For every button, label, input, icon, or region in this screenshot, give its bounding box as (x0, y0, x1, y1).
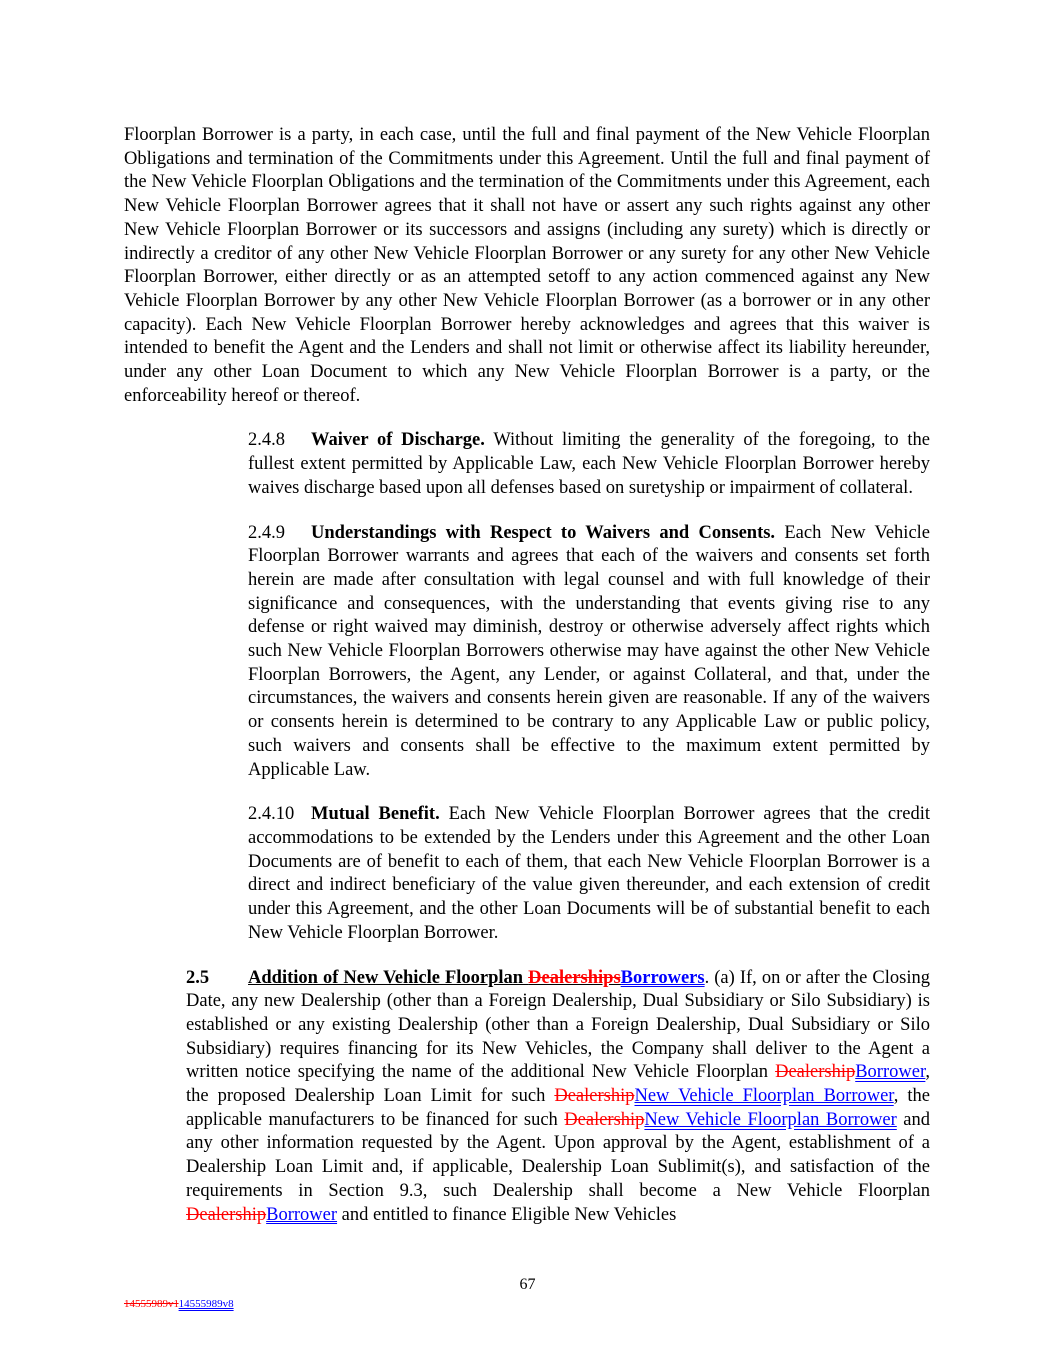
section-text: . (a) If, on or after the Closing Date, any new Dealership (other than a Foreign Dealership, Dual Subsidiary or Silo Subsidiary) is established or any existing Dealership (other than a Foreign Dealership, Dual Subsidiary or Silo Subsidiary) requires financing for its New Vehicles, the Company shall deliver to the Agent a written notice specifying the name of the additional New Vehicle Floorplan (186, 967, 930, 1083)
section-text: and entitled to finance Eligible New Vehicles (337, 1204, 677, 1225)
title-text: Addition of New Vehicle Floorplan (248, 967, 529, 988)
section-2-4-10 (124, 803, 930, 945)
section-text: Each New Vehicle Floorplan Borrower warrants and agrees that each of the waivers and consents set forth herein are made after consultation with legal counsel and with full knowledge of their significance and consequences, with the understanding that events giving rise to any defense or right waived may diminish, destroy or otherwise adversely affect rights which such New Vehicle Floorplan Borrowers otherwise may have against the other New Vehicle Floorplan Borrowers, the Agent, any Lender, or against Collateral, and that, under the circumstances, the waivers and consents herein given are reasonable. If any of the waivers or consents herein is determined to be contrary to any Applicable Law or public policy, such waivers and consents shall be effective to the maximum extent permitted by Applicable Law. (248, 522, 931, 780)
document-id (124, 1298, 234, 1310)
deleted-text: Dealership (775, 1062, 856, 1083)
paragraph-continuation: Floorplan Borrower is a party, in each case, until the full and final payment of the New Vehicle Floorplan Obligations and termination of the Commitments under this Agreement. Until the full and final payment of the New Vehicle Floorplan Obligations and the termination of the Commitments under this Agreement, each New Vehicle Floorplan Borrower agrees that it shall not have or assert any such rights against any other New Vehicle Floorplan Borrower or its successors and assigns (including any surety) which is directly or indirectly a creditor of any other New Vehicle Floorplan Borrower or any surety for any other New Vehicle Floorplan Borrower, either directly or as an attempted setoff to any action commenced against any New Vehicle Floorplan Borrower by any other New Vehicle Floorplan Borrower (as a borrower or in any other capacity). Each New Vehicle Floorplan Borrower hereby acknowledges and agrees that this waiver is intended to benefit the Agent and the Lenders and shall not limit or otherwise affect its liability hereunder, under any other Loan Document to which any New Vehicle Floorplan Borrower is a party, or the enforceability hereof or thereof. (124, 125, 930, 406)
inserted-text: Borrower (266, 1204, 338, 1225)
deleted-text: Dealership (564, 1109, 645, 1130)
section-title: Waiver of Discharge. (311, 430, 485, 451)
section-number: 2.4.10 (248, 804, 295, 825)
section-title: Mutual Benefit. (311, 804, 440, 825)
section-text: , the proposed Dealership Loan Limit for such (186, 1062, 930, 1107)
section-text: Without limiting the generality of the foregoing, to the fullest extent permitted by Applicable Law, each New Vehicle Floorplan Borrower hereby waives discharge based upon all defenses based on suretyship or impairment of collateral. (248, 430, 930, 498)
inserted-text: Borrower (855, 1062, 926, 1083)
section-text: and any other information requested by the Agent. Upon approval by the Agent, establishment of a Dealership Loan Limit and, if applicable, Dealership Loan Sublimit(s), and satisfaction of the requirements in Section 9.3, such Dealership shall become a New Vehicle Floorplan (186, 1109, 930, 1201)
section-2-4-9 (124, 522, 930, 783)
section-title (248, 968, 705, 988)
inserted-text: New Vehicle Floorplan Borrower (634, 1086, 894, 1107)
section-title: Understandings with Respect to Waivers and Consents. (311, 522, 776, 543)
section-2-4-8 (124, 429, 930, 500)
old-document-id: 14555989v1 (124, 1298, 179, 1310)
document-body (124, 124, 930, 1227)
new-document-id: 14555989v8 (178, 1298, 234, 1310)
section-number: 2.4.8 (248, 430, 285, 451)
section-number: 2.4.9 (248, 522, 285, 543)
section-number: 2.5 (186, 967, 210, 988)
section-text: , the applicable manufacturers to be financed for such (186, 1086, 930, 1130)
deleted-text: Dealership (186, 1204, 267, 1225)
deleted-text: Dealership (554, 1086, 635, 1107)
deleted-text: Dealerships (528, 967, 621, 988)
section-2-5 (124, 967, 930, 1228)
section-text: Each New Vehicle Floorplan Borrower agrees that the credit accommodations to be extended by the Lenders under this Agreement and the other Loan Documents are of benefit to each of them, that each New Vehicle Floorplan Borrower is a direct and indirect beneficiary of the value given thereunder, and each extension of credit under this Agreement, and the other Loan Documents will be of substantial benefit to each New Vehicle Floorplan Borrower. (248, 804, 930, 943)
inserted-text: Borrowers (620, 967, 705, 988)
page-number: 67 (519, 1276, 536, 1293)
inserted-text: New Vehicle Floorplan Borrower (644, 1109, 897, 1130)
